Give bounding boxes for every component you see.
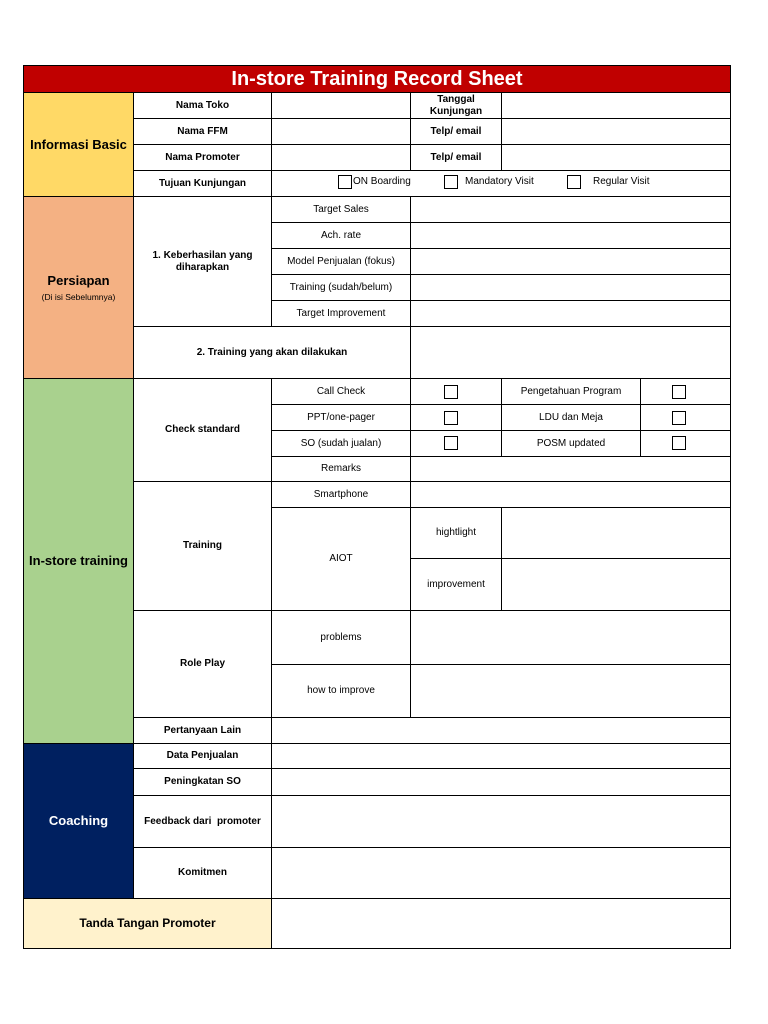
on-boarding-label: ON Boarding: [353, 176, 411, 187]
label-nama-ffm: Nama FFM: [134, 119, 272, 145]
label-call-check: Call Check: [272, 379, 411, 405]
label-telp-email-ffm: Telp/ email: [411, 119, 502, 145]
label-ppt-one-pager: PPT/one-pager: [272, 405, 411, 431]
record-sheet: [23, 65, 731, 949]
label-ldu-dan-meja: LDU dan Meja: [502, 405, 641, 431]
section-label: In-store training: [29, 553, 128, 569]
training-plan-field[interactable]: [411, 327, 730, 379]
label-training-status: Training (sudah/belum): [272, 275, 411, 301]
label-peningkatan-so: Peningkatan SO: [134, 769, 272, 796]
label-tanggal-kunjungan: Tanggal Kunjungan: [411, 93, 502, 119]
remarks-field[interactable]: [411, 457, 730, 482]
target-improvement-field[interactable]: [411, 301, 730, 327]
label-remarks: Remarks: [272, 457, 411, 482]
section-label: Coaching: [48, 813, 109, 829]
tanda-tangan-field[interactable]: [272, 899, 730, 948]
data-penjualan-field[interactable]: [272, 744, 730, 769]
label-telp-email-promoter: Telp/ email: [411, 145, 502, 171]
section-informasi-basic: [24, 93, 134, 197]
label-feedback-promoter: Feedback dari promoter: [134, 796, 272, 848]
label-smartphone: Smartphone: [272, 482, 411, 508]
pertanyaan-lain-field[interactable]: [272, 718, 730, 744]
sheet-title: In-store Training Record Sheet: [24, 66, 730, 93]
label-how-to-improve: how to improve: [272, 665, 411, 718]
call-check-checkbox[interactable]: [444, 385, 458, 399]
label-tujuan-kunjungan: Tujuan Kunjungan: [134, 171, 272, 197]
label-role-play: Role Play: [134, 611, 272, 718]
how-to-improve-field[interactable]: [411, 665, 730, 718]
mandatory-visit-checkbox[interactable]: [444, 175, 458, 189]
nama-promoter-field[interactable]: [272, 145, 411, 171]
section-note: (Di isi Sebelumnya): [41, 291, 116, 302]
pengetahuan-program-checkbox[interactable]: [672, 385, 686, 399]
label-aiot: AIOT: [272, 508, 411, 611]
telp-email-promoter-field[interactable]: [502, 145, 730, 171]
tanggal-kunjungan-field[interactable]: [502, 93, 730, 119]
on-boarding-checkbox[interactable]: [338, 175, 352, 189]
ach-rate-field[interactable]: [411, 223, 730, 249]
nama-ffm-field[interactable]: [272, 119, 411, 145]
komitmen-field[interactable]: [272, 848, 730, 899]
regular-visit-label: Regular Visit: [593, 176, 650, 187]
label-training: Training: [134, 482, 272, 611]
section-persiapan: [24, 197, 134, 379]
regular-visit-checkbox[interactable]: [567, 175, 581, 189]
nama-toko-field[interactable]: [272, 93, 411, 119]
mandatory-visit-label: Mandatory Visit: [465, 176, 534, 187]
label-so-sudah-jualan: SO (sudah jualan): [272, 431, 411, 457]
smartphone-field[interactable]: [411, 482, 730, 508]
label-keberhasilan: 1. Keberhasilan yang diharapkan: [134, 197, 272, 327]
label-target-improvement: Target Improvement: [272, 301, 411, 327]
ldu-dan-meja-checkbox[interactable]: [672, 411, 686, 425]
label-nama-toko: Nama Toko: [134, 93, 272, 119]
label-pengetahuan-program: Pengetahuan Program: [502, 379, 641, 405]
peningkatan-so-field[interactable]: [272, 769, 730, 796]
label-model-penjualan: Model Penjualan (fokus): [272, 249, 411, 275]
model-penjualan-field[interactable]: [411, 249, 730, 275]
posm-updated-checkbox[interactable]: [672, 436, 686, 450]
label-highlight: hightlight: [411, 508, 502, 559]
section-coaching: [24, 744, 134, 899]
label-data-penjualan: Data Penjualan: [134, 744, 272, 769]
label-problems: problems: [272, 611, 411, 665]
section-label: Informasi Basic: [30, 136, 127, 152]
section-instore-training: [24, 379, 134, 744]
label-pertanyaan-lain: Pertanyaan Lain: [134, 718, 272, 744]
label-ach-rate: Ach. rate: [272, 223, 411, 249]
label-tanda-tangan: Tanda Tangan Promoter: [24, 899, 272, 948]
feedback-promoter-field[interactable]: [272, 796, 730, 848]
label-improvement: improvement: [411, 559, 502, 611]
target-sales-field[interactable]: [411, 197, 730, 223]
improvement-field[interactable]: [502, 559, 730, 611]
telp-email-ffm-field[interactable]: [502, 119, 730, 145]
label-training-plan: 2. Training yang akan dilakukan: [134, 327, 411, 379]
problems-field[interactable]: [411, 611, 730, 665]
so-sudah-jualan-checkbox[interactable]: [444, 436, 458, 450]
label-target-sales: Target Sales: [272, 197, 411, 223]
label-nama-promoter: Nama Promoter: [134, 145, 272, 171]
training-status-field[interactable]: [411, 275, 730, 301]
section-label: Persiapan: [47, 273, 110, 289]
highlight-field[interactable]: [502, 508, 730, 559]
ppt-one-pager-checkbox[interactable]: [444, 411, 458, 425]
label-komitmen: Komitmen: [134, 848, 272, 899]
label-check-standard: Check standard: [134, 379, 272, 482]
label-posm-updated: POSM updated: [502, 431, 641, 457]
